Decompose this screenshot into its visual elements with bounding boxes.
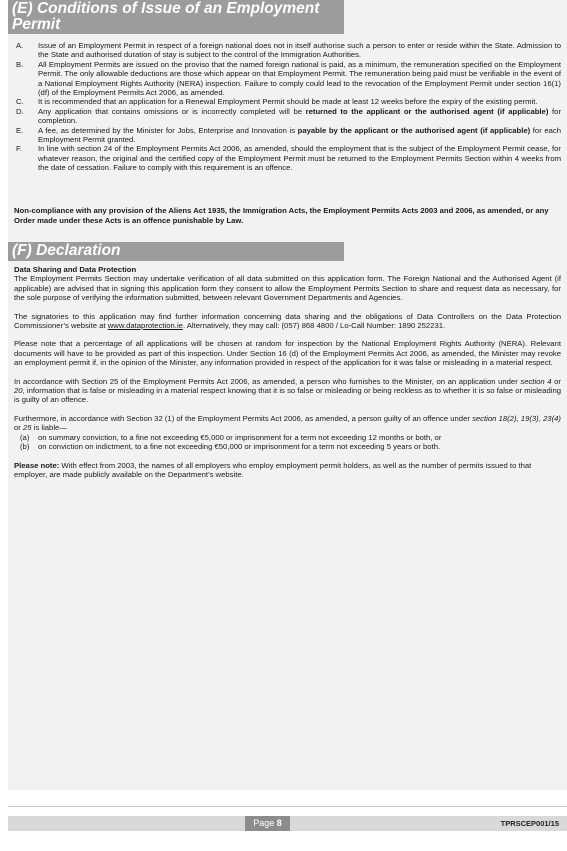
item-letter: D.	[16, 106, 24, 116]
form-code: TPRSCEP001/15	[500, 819, 559, 828]
item-text-bold: payable by the applicant or the authorised agent (if applicable)	[297, 125, 531, 135]
declaration-paragraph-5	[14, 414, 561, 433]
item-letter: A.	[16, 41, 24, 50]
footer-divider	[8, 806, 567, 807]
paragraph-text: In accordance with Section 25 of the Employment Permits Act 2006, as amended, a person who furnishes to the Minister, on an application under	[14, 376, 521, 386]
declaration-body	[14, 265, 561, 488]
section-ref: 19(3)	[520, 413, 539, 423]
section-ref: 20	[14, 386, 23, 396]
item-text	[38, 107, 561, 126]
liability-item-a	[14, 433, 561, 442]
item-letter: (a)	[20, 432, 30, 442]
declaration-paragraph-4	[14, 377, 561, 405]
condition-item-d	[14, 107, 561, 126]
item-text: on conviction on indictment, to a fine not exceeding €50,000 or imprisonment for a term not exceeding 5 years or both.	[38, 442, 441, 452]
data-protection-heading: Data Sharing and Data Protection	[14, 265, 137, 274]
declaration-paragraph-3: Please note that a percentage of all applications will be chosen at random for inspection by the National Employment Rights Authority (NERA). Relevant documents will have to be provided as part of this inspection. Under Section 16 (d) of the Employment Permits Act 2006, as amended, the Minister may revoke an employment permit if, in the opinion of the Minister, any information provided in respect of the application for it was false or misleading in a material respect.	[14, 339, 561, 368]
page-number: 8	[276, 818, 282, 828]
declaration-paragraph-2	[14, 312, 561, 331]
item-letter: F.	[16, 144, 22, 154]
item-text: In line with section 24 of the Employment Permits Act 2006, as amended, should the employment that is the subject of the Employment Permit cease, for whatever reason, the original and the certified copy of the Employment Permit must be returned to the Employment Permits Section within 4 weeks from the date of cessation. Failure to comply with this requirement is an offence.	[38, 144, 561, 173]
paragraph-text: Furthermore, in accordance with Section 32 (1) of the Employment Permits Act 2006, as amended, a person guilty of an offence under	[14, 413, 473, 423]
section-ref: 23(4)	[543, 413, 561, 423]
item-text: Issue of an Employment Permit in respect of a foreign national does not in itself authorise such a person to enter or reside within the State. Admission to the State and authorised duration of stay is subject to the control of the Immigration Authorities.	[38, 41, 561, 60]
paragraph-text: . Alternatively, they may call: (057) 868 4800 / Lo-Call Number: 1890 252231.	[182, 321, 446, 331]
section-ref: 25	[22, 423, 32, 433]
item-text	[38, 126, 561, 145]
item-text-bold: returned to the applicant or the authorised agent (if applicable)	[305, 106, 549, 116]
item-text-part: for each Employment Permit granted.	[38, 125, 562, 145]
section-ref: section 4	[520, 376, 552, 386]
item-text-part: A fee, as determined by the Minister for Jobs, Enterprise and Innovation is	[38, 125, 298, 135]
item-letter: E.	[16, 125, 24, 135]
item-text-part: for completion.	[38, 106, 562, 126]
condition-item-c	[14, 97, 561, 106]
section-e-heading: (E) Conditions of Issue of an Employment Permit	[8, 0, 344, 34]
item-letter: B.	[16, 59, 24, 69]
page-number-box	[245, 816, 290, 831]
section-f-heading: (F) Declaration	[8, 242, 344, 261]
paragraph-text: The signatories to this application may find further information concerning data sharing and the obligations of Data Controllers on the Data Protection Commissioner’s website at	[14, 311, 561, 331]
separator: or	[14, 423, 23, 433]
conditions-list	[14, 41, 561, 173]
paragraph-text: is liable—	[31, 423, 68, 433]
condition-item-f	[14, 144, 561, 172]
note-text: With effect from 2003, the names of all employers who employ employment permit holders, as well as the number of permits issued to that employer, are made publicly available on the Department’s website.	[14, 460, 532, 479]
please-note-paragraph	[14, 461, 561, 480]
dataprotection-link[interactable]: www.dataprotection.ie	[107, 321, 183, 331]
page-label: Page	[253, 818, 275, 828]
declaration-paragraph-1: The Employment Permits Section may undertake verification of all data submitted on this application form. The Foreign National and the Authorised Agent (if applicable) are advised that in signing this application form they consent to allow the Employment Permits Section to share and request data as necessary, for the sole purpose of verifying the information submitted, between relevant Government Departments and Agencies.	[14, 274, 561, 303]
item-letter: C.	[16, 97, 24, 107]
item-text-part: Any application that contains omissions or is incorrectly completed will be	[38, 106, 306, 116]
note-label: Please note:	[14, 460, 60, 470]
condition-item-b	[14, 60, 561, 98]
paragraph-text: , information that is false or misleading in a material respect knowing that it is so false or misleading or being reckless as to whether it is so false or misleading is guilty of an offence.	[14, 386, 561, 405]
item-text: All Employment Permits are issued on the proviso that the named foreign national is paid, as a minimum, the remuneration specified on the Employment Permit. The only allowable deductions are those which appear on that Employment Permit. The remuneration being paid must be verifiable in the event of a National Employment Rights Authority (NERA) inspection. Failure to comply could lead to the revocation of the Employment Permit under section 16(1)(df) of the Employment Permits Act 2006, as amended.	[38, 59, 561, 98]
separator: ,	[538, 413, 544, 423]
condition-item-a	[14, 41, 561, 60]
separator: ,	[516, 413, 521, 423]
item-text: on summary conviction, to a fine not exceeding €5,000 or imprisonment for a term not exceeding 12 months or both, or	[38, 432, 442, 442]
noncompliance-notice: Non-compliance with any provision of the Aliens Act 1935, the Immigration Acts, the Employment Permits Acts 2003 and 2006, as amended, or any Order made under these Acts is an offence punishable by Law.	[14, 206, 549, 225]
paragraph-text: or	[551, 376, 561, 386]
liability-item-b	[14, 442, 561, 451]
section-ref: section 18(2)	[472, 413, 517, 423]
item-letter: (b)	[20, 442, 30, 452]
item-text: It is recommended that an application for a Renewal Employment Permit should be made at least 12 weeks before the expiry of the existing permit.	[38, 97, 538, 107]
condition-item-e	[14, 126, 561, 145]
